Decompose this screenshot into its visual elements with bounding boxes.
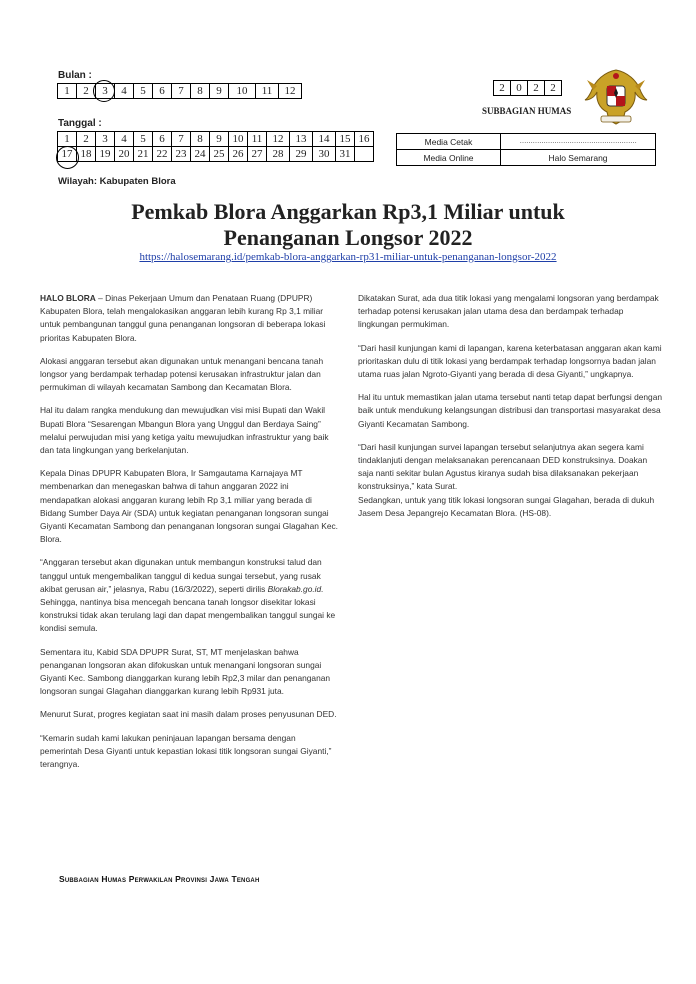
paragraph: Sehingga, nantinya bisa mencegah bencana tanah longsor disekitar lokasi konstruksi tidak akan terulang lagi dan dapat mengembalikan tanggul sungai ke kondisi semula. <box>40 597 336 634</box>
date-cell-empty <box>355 147 374 162</box>
date-cell: 14 <box>313 132 336 147</box>
paragraph: “Kemarin sudah kami lakukan peninjauan lapangan bersama dengan pemerintah Desa Giyanti untuk kepastian lokasi titik longsoran sungai Giyanti,” terangnya. <box>40 732 332 770</box>
date-cell: 9 <box>210 132 229 147</box>
paragraph: Hal itu dalam rangka mendukung dan mewujudkan visi misi Bupati dan Wakil Bupati Blora “Sesarengan Mbangun Blora yang Unggul dan Berdaya Saing” melalui perwujudan misi yang ketiga yaitu mewujudkan infrastruktur yang baik dan tata lingkungan yang berkelanjutan. <box>40 405 329 456</box>
date-cell: 10 <box>229 132 248 147</box>
date-cell: 11 <box>248 132 267 147</box>
month-cell: 8 <box>191 84 210 99</box>
date-cell: 28 <box>267 147 290 162</box>
selected-date-marker <box>56 146 79 169</box>
source-ref: Blorakab.go.id. <box>267 583 324 594</box>
media-online-value: Halo Semarang <box>501 150 656 166</box>
media-online-label: Media Online <box>397 150 501 166</box>
paragraph-text: “Anggaran tersebut akan digunakan untuk membangun konstruksi talud dan tanggul untuk mengembalikan tanggul di kedua sungai tersebut, yang rusak akibat gerusan air,” jelasnya, Rabu (16/3/2022), seperti dirilis <box>40 557 322 594</box>
date-cell: 29 <box>290 147 313 162</box>
paragraph: “Dari hasil kunjungan survei lapangan tersebut selanjutnya akan segera kami tindaklanjuti dengan melaksanakan perencanaan DED konstruksinya. Doakan saja nanti sekitar bulan Agustus kiranya sudah bisa dilaksanakan pekerjaan konstruksinya,” kata Surat. <box>358 441 648 492</box>
paragraph-text: – Dinas Pekerjaan Umum dan Penataan Ruang (DPUPR) Kabupaten Blora, telah mengalokasikan anggaran lebih kurang Rp 3,1 miliar untuk pembangunan tanggul guna penanganan longsoran di beberapa lokasi prioritas Kabupaten Blora. <box>40 293 326 343</box>
paragraph <box>40 292 338 345</box>
unit-label: SUBBAGIAN HUMAS <box>482 106 572 116</box>
date-cell: 8 <box>191 132 210 147</box>
date-cell: 16 <box>355 132 374 147</box>
article-url-link[interactable]: https://halosemarang.id/pemkab-blora-anggarkan-rp31-miliar-untuk-penanganan-longsor-2022 <box>139 251 557 263</box>
paragraph: Sedangkan, untuk yang titik lokasi longsoran sungai Glagahan, berada di dukuh Jasem Desa Jepangrejo Kecamatan Blora. (HS-08). <box>358 494 655 518</box>
date-cell: 23 <box>172 147 191 162</box>
date-cell: 3 <box>96 132 115 147</box>
paragraph: “Dari hasil kunjungan kami di lapangan, karena keterbatasan anggaran akan kami prioritaskan dulu di titik lokasi yang berdampak terhadap longsornya badan jalan utama ruas jalan Ngroto-Giyanti yang berada di desa Giyanti,” ungkapnya. <box>358 342 662 380</box>
date-cell: 22 <box>153 147 172 162</box>
dateline: HALO BLORA <box>40 293 96 303</box>
paragraph: Alokasi anggaran tersebut akan digunakan untuk menangani bencana tanah longsor yang berdampak terhadap potensi kerusakan infrastruktur jalan dan permukiman di wilayah kecamatan Sambong dan Kecamatan Blora. <box>40 355 324 393</box>
paragraph: Sementara itu, Kabid SDA DPUPR Surat, ST, MT menjelaskan bahwa penanganan longsoran akan difokuskan untuk menangani longsoran sungai Giyanti Kec. Sambong dianggarkan kurang lebih Rp2,3 milar dan penanganan longsoran sungai Glagahan dianggarkan kurang lebih Rp931 juta. <box>40 646 331 697</box>
year-digit: 0 <box>511 81 528 96</box>
article-right-column <box>358 292 664 530</box>
date-cell: 1 <box>58 132 77 147</box>
article-left-column <box>40 292 338 781</box>
month-cell: 10 <box>229 84 256 99</box>
article-title-line1: Pemkab Blora Anggarkan Rp3,1 Miliar untuk <box>131 199 565 224</box>
date-cell: 25 <box>210 147 229 162</box>
date-cell: 24 <box>191 147 210 162</box>
month-cell: 1 <box>58 84 77 99</box>
paragraph <box>40 556 338 596</box>
month-cell: 7 <box>172 84 191 99</box>
media-cetak-label: Media Cetak <box>397 134 501 150</box>
date-cell: 17 <box>58 147 77 162</box>
month-cell: 6 <box>153 84 172 99</box>
media-cetak-value: ……………………………………………… <box>501 134 656 150</box>
year-digit: 2 <box>528 81 545 96</box>
date-cell: 5 <box>134 132 153 147</box>
footer-unit: Subbagian Humas Perwakilan Provinsi Jawa Tengah <box>59 874 260 884</box>
paragraph: Kepala Dinas DPUPR Kabupaten Blora, Ir Samgautama Karnajaya MT membenarkan dan menegaskan bahwa di tahun anggaran 2022 ini mendapatkan alokasi anggaran kurang lebih Rp 3,1 miliar yang berada di Bidang Sumber Daya Air (SDA) untuk kegiatan penanganan longsoran sungai Giyanti Kecamatan Sambong dan penanganan longsoran sungai Glagahan Kec. Blora. <box>40 468 338 545</box>
bulan-label: Bulan : <box>58 70 92 81</box>
media-table <box>396 133 656 166</box>
date-cell: 20 <box>115 147 134 162</box>
tanggal-label: Tanggal : <box>58 118 102 129</box>
month-cell: 9 <box>210 84 229 99</box>
month-cell: 12 <box>279 84 302 99</box>
date-cell: 19 <box>96 147 115 162</box>
date-cell: 27 <box>248 147 267 162</box>
year-grid <box>493 80 562 96</box>
month-cell: 3 <box>96 84 115 99</box>
date-cell: 21 <box>134 147 153 162</box>
year-digit: 2 <box>494 81 511 96</box>
garuda-emblem-icon <box>583 66 649 128</box>
date-cell: 26 <box>229 147 248 162</box>
article-title-line2: Penanganan Longsor 2022 <box>223 225 473 250</box>
date-cell: 12 <box>267 132 290 147</box>
selected-month-marker <box>93 80 115 102</box>
date-cell: 13 <box>290 132 313 147</box>
paragraph: Menurut Surat, progres kegiatan saat ini masih dalam proses penyusunan DED. <box>40 709 337 720</box>
year-digit: 2 <box>545 81 562 96</box>
month-cell: 4 <box>115 84 134 99</box>
wilayah-label: Wilayah: Kabupaten Blora <box>58 176 176 187</box>
month-cell: 2 <box>77 84 96 99</box>
date-cell: 30 <box>313 147 336 162</box>
date-cell: 7 <box>172 132 191 147</box>
paragraph: Dikatakan Surat, ada dua titik lokasi yang mengalami longsoran yang berdampak terhadap potensi kerusakan jalan utama desa dan berdampak terhadap lingkungan permukiman. <box>358 293 659 330</box>
date-cell: 2 <box>77 132 96 147</box>
date-grid <box>57 131 374 162</box>
date-cell: 18 <box>77 147 96 162</box>
date-cell: 4 <box>115 132 134 147</box>
month-cell: 11 <box>256 84 279 99</box>
date-cell: 6 <box>153 132 172 147</box>
month-cell: 5 <box>134 84 153 99</box>
paragraph: Hal itu untuk memastikan jalan utama tersebut nanti tetap dapat berfungsi dengan baik untuk mendukung kelangsungan distribusi dan transportasi masyarakat desa Giyanti Kecamatan Sambong. <box>358 392 663 429</box>
date-cell: 31 <box>336 147 355 162</box>
date-cell: 15 <box>336 132 355 147</box>
